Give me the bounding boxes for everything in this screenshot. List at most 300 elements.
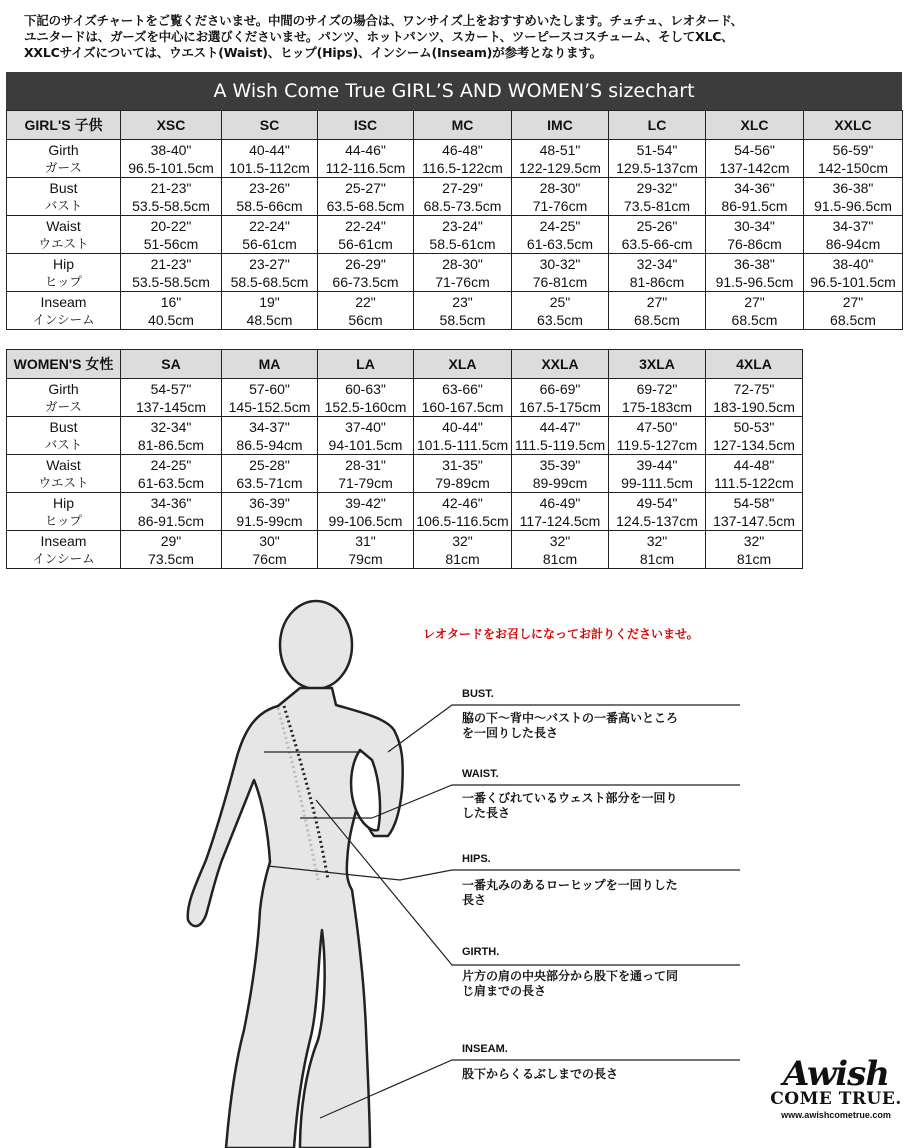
size-cm: 58.5-66cm	[236, 197, 303, 214]
size-inches: 32"	[743, 532, 765, 549]
size-inches: 26-29"	[345, 255, 386, 272]
size-cell	[318, 417, 414, 455]
row-label-en: Waist	[46, 456, 81, 473]
row-label	[7, 254, 121, 292]
size-cm: 124.5-137cm	[616, 512, 698, 529]
size-cm: 71-79cm	[338, 474, 393, 491]
size-cell	[609, 216, 706, 254]
size-cell	[609, 455, 706, 493]
size-inches: 32-34"	[636, 255, 678, 272]
row-label	[7, 292, 121, 330]
size-inches: 36-38"	[832, 179, 874, 196]
size-cell	[512, 216, 609, 254]
size-cm: 137-142cm	[719, 159, 790, 176]
size-inches: 39-44"	[636, 456, 678, 473]
size-cm: 63.5-68.5cm	[326, 197, 405, 214]
row-label-jp: ウエスト	[38, 235, 89, 251]
table-row	[7, 254, 903, 292]
size-cell	[121, 531, 222, 569]
size-cm: 71-76cm	[435, 273, 490, 290]
size-cell	[706, 493, 803, 531]
size-cm: 111.5-119.5cm	[514, 436, 606, 453]
size-inches: 49-54"	[636, 494, 678, 511]
size-header: ISC	[318, 111, 414, 140]
inseam-heading: INSEAM.	[462, 1043, 508, 1055]
size-inches: 51-54"	[636, 141, 678, 158]
size-inches: 28-30"	[442, 255, 483, 272]
row-label-jp: インシーム	[32, 550, 95, 566]
size-inches: 22-24"	[345, 217, 386, 234]
size-cm: 58.5-61cm	[429, 235, 496, 252]
size-cell	[706, 292, 804, 330]
size-cell	[414, 417, 512, 455]
figure-silhouette	[188, 601, 403, 1148]
size-cell	[512, 379, 609, 417]
size-cell	[706, 417, 803, 455]
table-row	[7, 140, 903, 178]
size-cm: 66-73.5cm	[332, 273, 399, 290]
size-cm: 89-99cm	[532, 474, 588, 491]
size-inches: 34-37"	[249, 418, 290, 435]
size-cell	[512, 531, 609, 569]
size-cell	[222, 493, 318, 531]
size-cell	[804, 178, 903, 216]
size-cm: 56-61cm	[338, 235, 393, 252]
size-cm: 167.5-175cm	[519, 398, 601, 415]
size-cm: 86-91.5cm	[721, 197, 788, 214]
size-inches: 36-38"	[734, 255, 775, 272]
size-cell	[512, 493, 609, 531]
size-cm: 48.5cm	[246, 311, 293, 328]
size-cell	[318, 379, 414, 417]
size-cell	[414, 379, 512, 417]
size-inches: 23-26"	[249, 179, 290, 196]
size-cm: 94-101.5cm	[328, 436, 403, 453]
size-cm: 68.5cm	[731, 311, 778, 328]
size-cm: 96.5-101.5cm	[128, 159, 214, 176]
size-inches: 20-22"	[150, 217, 192, 234]
size-cell	[121, 178, 222, 216]
size-inches: 27"	[646, 293, 668, 310]
size-cell	[121, 379, 222, 417]
size-cm: 99-111.5cm	[621, 474, 693, 491]
size-cell	[121, 417, 222, 455]
row-label-en: Waist	[46, 217, 81, 234]
row-label-en: Bust	[49, 179, 78, 196]
size-cell	[222, 379, 318, 417]
table-row	[7, 178, 903, 216]
size-cell	[512, 417, 609, 455]
size-inches: 23-24"	[442, 217, 483, 234]
size-header: XXLC	[804, 111, 903, 140]
size-cm: 145-152.5cm	[228, 398, 311, 415]
size-cell	[512, 254, 609, 292]
size-cm: 101.5-111.5cm	[416, 436, 509, 453]
size-cm: 76-81cm	[532, 273, 588, 290]
size-cell	[706, 254, 804, 292]
row-label-jp: ヒップ	[44, 273, 83, 289]
row-label-jp: バスト	[44, 197, 83, 213]
size-cm: 96.5-101.5cm	[810, 273, 896, 290]
size-inches: 31-35"	[442, 456, 483, 473]
size-cm: 86-94cm	[825, 235, 881, 252]
size-cell	[609, 292, 706, 330]
size-cm: 58.5cm	[439, 311, 486, 328]
size-cm: 175-183cm	[621, 398, 693, 415]
size-cm: 76-86cm	[727, 235, 782, 252]
size-inches: 24-25"	[539, 217, 581, 234]
size-inches: 48-51"	[539, 141, 581, 158]
row-label-jp: バスト	[44, 436, 83, 452]
brand-logo	[766, 1054, 906, 1120]
row-label	[7, 493, 121, 531]
row-label	[7, 417, 121, 455]
size-inches: 31"	[355, 532, 376, 549]
size-cell	[222, 417, 318, 455]
size-inches: 50-53"	[733, 418, 775, 435]
size-cell	[318, 254, 414, 292]
row-label-en: Inseam	[40, 532, 87, 549]
size-inches: 30-34"	[734, 217, 775, 234]
size-cm: 81-86.5cm	[137, 436, 205, 453]
size-inches: 32"	[549, 532, 571, 549]
size-inches: 16"	[160, 293, 182, 310]
size-inches: 21-23"	[150, 255, 192, 272]
size-cm: 101.5-112cm	[229, 159, 310, 176]
size-inches: 42-46"	[442, 494, 483, 511]
size-cell	[414, 531, 512, 569]
size-cm: 142-150cm	[817, 159, 889, 176]
measure-note: レオタードをお召しになってお計りくださいませ。	[423, 627, 699, 641]
size-cell	[121, 216, 222, 254]
size-inches: 34-37"	[832, 217, 874, 234]
size-cell	[414, 493, 512, 531]
size-cm: 53.5-58.5cm	[132, 273, 210, 290]
size-cm: 81cm	[639, 550, 675, 567]
size-cm: 56-61cm	[242, 235, 297, 252]
size-cm: 79-89cm	[435, 474, 490, 491]
size-inches: 54-56"	[734, 141, 775, 158]
size-cell	[706, 531, 803, 569]
size-cell	[512, 292, 609, 330]
size-inches: 29-32"	[636, 179, 678, 196]
size-inches: 25"	[549, 293, 571, 310]
size-cm: 112-116.5cm	[325, 159, 406, 176]
size-inches: 30-32"	[539, 255, 581, 272]
row-label	[7, 379, 121, 417]
size-cell	[414, 178, 512, 216]
bust-heading: BUST.	[462, 688, 494, 700]
size-cell	[609, 379, 706, 417]
size-header: XSC	[121, 111, 222, 140]
size-cm: 71-76cm	[532, 197, 588, 214]
size-cell	[121, 493, 222, 531]
size-cell	[706, 455, 803, 493]
size-cell	[609, 140, 706, 178]
size-cm: 91.5-96.5cm	[814, 197, 892, 214]
row-label	[7, 531, 121, 569]
size-cm: 183-190.5cm	[713, 398, 795, 415]
row-label-en: Girth	[48, 380, 79, 397]
size-inches: 36-39"	[249, 494, 290, 511]
table-row	[7, 216, 903, 254]
table-header-label: GIRL'S 子供	[7, 111, 121, 140]
size-cell	[121, 455, 222, 493]
size-inches: 28-31"	[345, 456, 386, 473]
size-cm: 119.5-127cm	[616, 436, 698, 453]
size-inches: 24-25"	[150, 456, 192, 473]
size-cm: 56cm	[348, 311, 383, 328]
hips-heading: HIPS.	[462, 853, 491, 865]
size-cell	[318, 531, 414, 569]
size-cell	[414, 254, 512, 292]
size-inches: 38-40"	[150, 141, 192, 158]
size-cell	[222, 140, 318, 178]
girls-size-table	[6, 110, 903, 330]
size-cm: 117-124.5cm	[519, 512, 601, 529]
size-inches: 19"	[259, 293, 280, 310]
size-inches: 32"	[452, 532, 473, 549]
row-label	[7, 455, 121, 493]
table-row	[7, 493, 803, 531]
size-cm: 73.5-81cm	[623, 197, 691, 214]
size-header: XLA	[414, 350, 512, 379]
intro-text: 下記のサイズチャートをご覧くださいませ。中間のサイズの場合は、ワンサイズ上をおすすめいたします。チュチュ、レオタード、 ユニタードは、ガーズを中心にお選びくださいませ。パンツ、ホットパンツ、スカート、ツーピースコスチューム、そしてXLC、 XXLCサイズについては、ウエスト(Waist)、ヒップ(Hips)、インシーム(Inseam)が参考となります。	[24, 13, 743, 60]
size-cm: 160-167.5cm	[421, 398, 504, 415]
size-inches: 28-30"	[539, 179, 581, 196]
size-cm: 63.5cm	[537, 311, 583, 328]
size-cell	[414, 140, 512, 178]
size-inches: 25-28"	[249, 456, 290, 473]
size-cell	[512, 178, 609, 216]
size-cell	[222, 292, 318, 330]
size-cm: 40.5cm	[148, 311, 194, 328]
size-cell	[804, 140, 903, 178]
size-inches: 30"	[259, 532, 280, 549]
size-inches: 22"	[355, 293, 376, 310]
row-label-en: Girth	[48, 141, 79, 158]
size-cell	[609, 254, 706, 292]
size-header: LA	[318, 350, 414, 379]
logo-sub-text: COME TRUE.	[770, 1089, 902, 1109]
size-header: XLC	[706, 111, 804, 140]
size-inches: 32"	[646, 532, 668, 549]
size-cell	[121, 292, 222, 330]
row-label-en: Inseam	[40, 293, 87, 310]
size-cm: 61-63.5cm	[137, 474, 205, 491]
size-inches: 37-40"	[345, 418, 386, 435]
chart-title: A Wish Come True GIRL’S AND WOMEN’S sizechart	[6, 72, 902, 110]
size-header: LC	[609, 111, 706, 140]
size-cm: 63.5-66-cm	[621, 235, 693, 252]
size-cell	[512, 140, 609, 178]
size-cell	[609, 531, 706, 569]
size-inches: 40-44"	[442, 418, 483, 435]
row-label-jp: ガース	[45, 159, 82, 175]
size-inches: 54-58"	[733, 494, 775, 511]
size-cm: 111.5-122cm	[714, 474, 794, 491]
womens-size-table	[6, 349, 803, 569]
table-row	[7, 379, 803, 417]
inseam-description: 股下からくるぶしまでの長さ	[462, 1067, 619, 1081]
table-header-row	[7, 350, 803, 379]
row-label-jp: ヒップ	[44, 512, 83, 528]
size-cm: 61-63.5cm	[526, 235, 594, 252]
table-header-row	[7, 111, 903, 140]
size-cm: 137-147.5cm	[713, 512, 795, 529]
size-cell	[318, 455, 414, 493]
size-cm: 73.5cm	[148, 550, 194, 567]
size-inches: 25-26"	[636, 217, 678, 234]
size-cm: 81cm	[736, 550, 772, 567]
size-inches: 47-50"	[636, 418, 678, 435]
size-cell	[222, 254, 318, 292]
size-cell	[121, 140, 222, 178]
size-cell	[706, 216, 804, 254]
size-cm: 76cm	[252, 550, 287, 567]
size-inches: 23-27"	[249, 255, 290, 272]
size-cell	[706, 379, 803, 417]
girth-description: 片方の肩の中央部分から股下を通って同 じ肩までの長さ	[462, 969, 679, 998]
size-header: SA	[121, 350, 222, 379]
size-header: MC	[414, 111, 512, 140]
size-cm: 86-91.5cm	[137, 512, 205, 529]
girth-heading: GIRTH.	[462, 946, 500, 958]
size-inches: 34-36"	[734, 179, 775, 196]
size-cm: 53.5-58.5cm	[132, 197, 210, 214]
size-inches: 38-40"	[832, 255, 874, 272]
size-cell	[222, 531, 318, 569]
size-cell	[318, 140, 414, 178]
size-cell	[414, 292, 512, 330]
table-row	[7, 417, 803, 455]
size-cm: 116.5-122cm	[422, 159, 503, 176]
row-label-en: Hip	[52, 255, 74, 272]
size-inches: 23"	[452, 293, 473, 310]
size-cm: 106.5-116.5cm	[416, 512, 509, 529]
size-cell	[609, 178, 706, 216]
row-label-jp: ウエスト	[38, 474, 89, 490]
size-header: XXLA	[512, 350, 609, 379]
size-cell	[804, 254, 903, 292]
size-inches: 40-44"	[249, 141, 290, 158]
size-inches: 56-59"	[832, 141, 874, 158]
size-cell	[318, 216, 414, 254]
size-inches: 27"	[744, 293, 765, 310]
size-cell	[609, 417, 706, 455]
size-cell	[414, 455, 512, 493]
size-cm: 81-86cm	[629, 273, 685, 290]
waist-heading: WAIST.	[462, 768, 499, 780]
size-inches: 39-42"	[345, 494, 386, 511]
size-cm: 127-134.5cm	[713, 436, 795, 453]
size-cell	[706, 178, 804, 216]
size-inches: 34-36"	[150, 494, 192, 511]
size-cell	[318, 292, 414, 330]
size-cm: 91.5-99cm	[236, 512, 303, 529]
size-cell	[414, 216, 512, 254]
size-cm: 68.5cm	[634, 311, 680, 328]
size-cell	[318, 493, 414, 531]
size-cm: 51-56cm	[143, 235, 199, 252]
table-header-label: WOMEN'S 女性	[7, 350, 121, 379]
size-inches: 32-34"	[150, 418, 192, 435]
size-cm: 79cm	[348, 550, 383, 567]
size-inches: 25-27"	[345, 179, 386, 196]
size-cm: 58.5-68.5cm	[230, 273, 309, 290]
size-cm: 137-145cm	[135, 398, 207, 415]
size-inches: 44-48"	[733, 456, 775, 473]
table-row	[7, 292, 903, 330]
size-cm: 81cm	[542, 550, 578, 567]
size-inches: 46-49"	[539, 494, 581, 511]
table-row	[7, 455, 803, 493]
size-cm: 99-106.5cm	[328, 512, 403, 529]
size-inches: 35-39"	[539, 456, 581, 473]
logo-url-text: www.awishcometrue.com	[781, 1110, 891, 1120]
size-cm: 91.5-96.5cm	[715, 273, 794, 290]
size-cell	[222, 178, 318, 216]
size-cm: 152.5-160cm	[324, 398, 407, 415]
size-inches: 63-66"	[442, 380, 483, 397]
size-inches: 27-29"	[442, 179, 483, 196]
size-cm: 122-129.5cm	[519, 159, 601, 176]
logo-main-text: Awish	[782, 1054, 890, 1094]
row-label-jp: インシーム	[32, 311, 95, 327]
size-inches: 44-46"	[345, 141, 386, 158]
row-label	[7, 140, 121, 178]
size-inches: 21-23"	[150, 179, 192, 196]
size-cm: 86.5-94cm	[236, 436, 303, 453]
row-label-en: Bust	[49, 418, 78, 435]
hips-description: 一番丸みのあるローヒップを一回りした 長さ	[462, 878, 678, 907]
size-inches: 60-63"	[345, 380, 386, 397]
size-header: MA	[222, 350, 318, 379]
size-header: IMC	[512, 111, 609, 140]
size-cm: 81cm	[445, 550, 480, 567]
size-inches: 29"	[160, 532, 182, 549]
size-cell	[121, 254, 222, 292]
size-inches: 72-75"	[733, 380, 775, 397]
waist-description: 一番くびれているウェスト部分を一回り した長さ	[462, 791, 678, 820]
row-label-jp: ガース	[45, 398, 82, 414]
table-row	[7, 531, 803, 569]
size-cell	[318, 178, 414, 216]
size-inches: 54-57"	[150, 380, 192, 397]
size-inches: 44-47"	[539, 418, 581, 435]
row-label-en: Hip	[52, 494, 74, 511]
row-label	[7, 178, 121, 216]
size-inches: 27"	[842, 293, 864, 310]
size-header: 3XLA	[609, 350, 706, 379]
size-header: SC	[222, 111, 318, 140]
size-inches: 46-48"	[442, 141, 483, 158]
size-inches: 22-24"	[249, 217, 290, 234]
size-cm: 68.5-73.5cm	[423, 197, 502, 214]
size-cell	[804, 216, 903, 254]
size-cm: 63.5-71cm	[236, 474, 303, 491]
size-inches: 69-72"	[636, 380, 678, 397]
size-header: 4XLA	[706, 350, 803, 379]
bust-description: 脇の下～背中～バストの一番高いところ を一回りした長さ	[462, 711, 679, 740]
size-inches: 66-69"	[539, 380, 581, 397]
size-cell	[609, 493, 706, 531]
size-cm: 129.5-137cm	[616, 159, 698, 176]
size-cell	[222, 455, 318, 493]
size-cell	[222, 216, 318, 254]
row-label	[7, 216, 121, 254]
size-cm: 68.5cm	[830, 311, 876, 328]
